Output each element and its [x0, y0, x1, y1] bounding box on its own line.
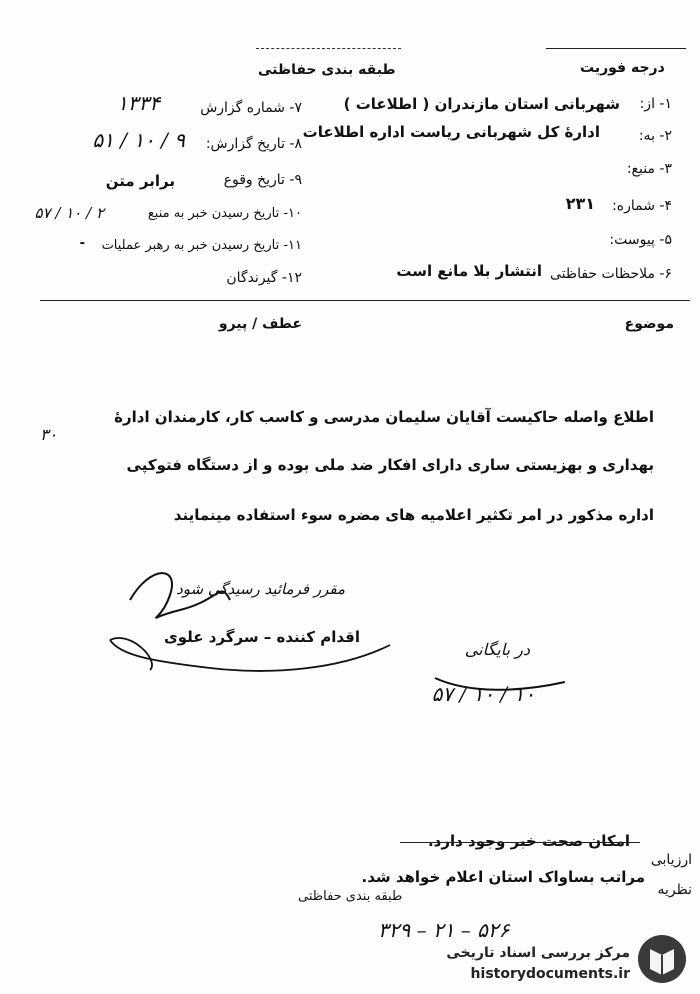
margin-note: ۳۰	[40, 425, 58, 444]
evaluation-label: ارزیابی	[650, 852, 692, 868]
field-from-label: ۱- از:	[639, 96, 672, 112]
field-security-label: ۶- ملاحظات حفاظتی	[550, 266, 672, 282]
field-source-date-value: ۲ / ۱۰ / ۵۷	[34, 204, 104, 222]
book-icon	[636, 933, 688, 985]
field-ops-date-value: -	[79, 236, 85, 251]
field-source-date-label: ۱۰- تاریخ رسیدن خبر به منبع	[147, 206, 302, 221]
field-number-label: ۴- شماره:	[612, 198, 672, 214]
atf-label: عطف / پیرو	[218, 316, 302, 332]
opinion-label: نظریه	[657, 882, 692, 898]
second-note: در بایگانی	[464, 640, 530, 659]
field-to-value: ادارهٔ کل شهربانی ریاست اداره اطلاعات	[302, 123, 600, 141]
evaluation-value: امکان صحت خبر وجود دارد.	[427, 832, 630, 850]
evaluation-rule	[400, 842, 640, 843]
field-report-number-value: ۱۳۳۴	[117, 91, 160, 115]
handwritten-note: مقرر فرمائید رسیدگی شود	[176, 580, 345, 598]
field-recipients-label: ۱۲- گیرندگان	[226, 270, 302, 286]
field-occurrence-date-value: برابر متن	[105, 172, 175, 190]
second-date: ۱۰ / ۱۰ / ۵۷	[431, 682, 535, 706]
field-ops-date-label: ۱۱- تاریخ رسیدن خبر به رهبر عملیات	[101, 238, 302, 253]
reference-number: ۵۲۶ – ۲۱ – ۳۲۹	[378, 918, 510, 942]
field-report-number-label: ۷- شماره گزارش	[200, 100, 302, 116]
field-occurrence-date-label: ۹- تاریخ وقوع	[223, 172, 302, 188]
officer-line: اقدام کننده – سرگرد علوی	[164, 628, 360, 646]
watermark-url: historydocuments.ir	[470, 966, 630, 982]
field-from-value: شهربانی استان مازندران ( اطلاعات )	[343, 95, 620, 113]
field-to-label: ۲- به:	[638, 128, 672, 144]
signature-scribble-2	[90, 600, 410, 680]
classification-top: طبقه بندی حفاظتی	[258, 62, 396, 78]
body-line-3: اداره مذکور در امر تکثیر اعلامیه های مضره سوء استفاده مینمایند	[173, 506, 654, 524]
field-report-date-label: ۸- تاریخ گزارش:	[205, 136, 302, 152]
header-divider	[40, 300, 690, 301]
watermark-name: مرکز بررسی اسناد تاریخی	[446, 945, 630, 961]
field-number-value: ۲۳۱	[565, 194, 595, 213]
field-report-date-value: ۹ / ۱۰ / ۵۱	[92, 128, 185, 152]
subject-label: موضوع	[624, 316, 674, 332]
field-source-label: ۳- منبع:	[626, 161, 672, 177]
classification-bottom: طبقه بندی حفاظتی	[298, 889, 403, 904]
urgency-rule	[546, 48, 686, 49]
field-attachment-label: ۵- پیوست:	[609, 232, 672, 248]
urgency-label: درجه فوریت	[580, 60, 665, 76]
body-line-1: اطلاع واصله حاکیست آقایان سلیمان مدرسی و کاسب کار، کارمندان ادارهٔ	[114, 408, 654, 426]
opinion-value: مراتب بساواک استان اعلام خواهد شد.	[361, 868, 645, 886]
field-security-value: انتشار بلا مانع است	[396, 262, 542, 280]
body-line-2: بهداری و بهزیستی ساری دارای افکار ضد ملی بوده و از دستگاه فتوکپی	[126, 456, 654, 474]
classification-top-underline	[256, 48, 401, 49]
underline-stroke	[430, 668, 570, 696]
